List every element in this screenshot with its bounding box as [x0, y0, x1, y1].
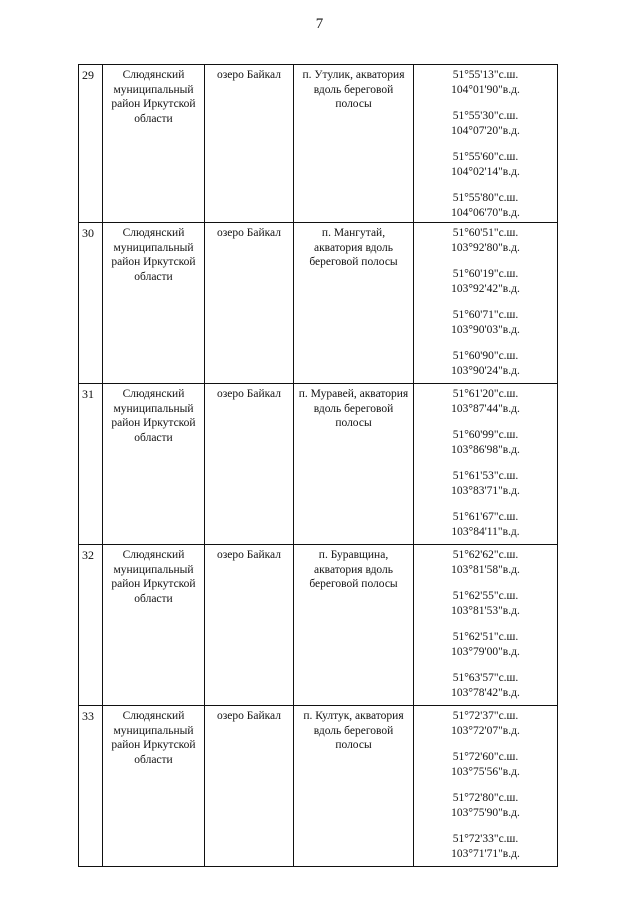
water-body-cell: озеро Байкал [205, 384, 294, 545]
district-cell [103, 706, 205, 867]
coordinate-point [417, 428, 554, 457]
place-line: п. Култук, акватория [303, 710, 404, 722]
latitude: 51°62'51"с.ш. [452, 631, 519, 643]
table-row [79, 384, 558, 545]
coordinate-point [417, 150, 554, 179]
row-number: 32 [79, 545, 103, 706]
coordinate-point [417, 191, 554, 220]
coordinate-point [417, 68, 554, 97]
latitude: 51°72'60"с.ш. [452, 751, 519, 763]
coordinate-point [417, 109, 554, 138]
longitude: 103°75'90"в.д. [451, 806, 520, 819]
place-line: полосы [335, 417, 372, 429]
longitude: 103°92'42"в.д. [451, 282, 520, 295]
place-cell [294, 545, 414, 706]
coordinate-point [417, 387, 554, 416]
district-line: Слюдянский [122, 710, 185, 722]
longitude: 103°79'00"в.д. [451, 645, 520, 658]
district-cell [103, 65, 205, 223]
district-line: муниципальный [113, 241, 194, 254]
longitude: 103°81'53"в.д. [451, 604, 520, 617]
place-line: п. Муравей, акватория [298, 388, 409, 400]
district-cell [103, 384, 205, 545]
district-line: муниципальный [113, 724, 194, 737]
district-line: район Иркутской [111, 98, 196, 110]
row-number: 30 [79, 223, 103, 384]
latitude: 51°62'62"с.ш. [452, 549, 519, 561]
latitude: 51°60'51"с.ш. [452, 227, 519, 239]
coordinates-cell [414, 706, 558, 867]
place-cell [294, 706, 414, 867]
latitude: 51°61'67"с.ш. [452, 511, 519, 523]
coordinates-cell [414, 223, 558, 384]
coordinate-point [417, 510, 554, 539]
place-line: полосы [335, 739, 372, 751]
row-number: 33 [79, 706, 103, 867]
longitude: 103°71'71"в.д. [451, 847, 520, 860]
latitude: 51°72'33"с.ш. [452, 833, 519, 845]
place-cell [294, 223, 414, 384]
latitude: 51°63'57"с.ш. [452, 672, 519, 684]
latitude: 51°60'99"с.ш. [452, 429, 519, 441]
longitude: 103°84'11"в.д. [451, 525, 520, 538]
latitude: 51°55'30"с.ш. [452, 110, 519, 122]
coordinate-point [417, 548, 554, 577]
coordinates-cell [414, 65, 558, 223]
coordinate-point [417, 671, 554, 700]
latitude: 51°61'53"с.ш. [452, 470, 519, 482]
longitude: 104°01'90"в.д. [451, 83, 520, 96]
table-row [79, 706, 558, 867]
water-body-cell: озеро Байкал [205, 706, 294, 867]
district-line: район Иркутской [111, 256, 196, 268]
place-line: п. Утулик, акватория [302, 69, 405, 81]
fishing-areas-table [78, 64, 558, 867]
district-line: район Иркутской [111, 739, 196, 751]
district-line: Слюдянский [122, 388, 185, 400]
district-line: Слюдянский [122, 69, 185, 81]
district-line: муниципальный [113, 563, 194, 576]
longitude: 104°02'14"в.д. [451, 165, 520, 178]
longitude: 103°92'80"в.д. [451, 241, 520, 254]
longitude: 103°72'07"в.д. [451, 724, 520, 737]
latitude: 51°60'90"с.ш. [452, 350, 519, 362]
district-line: район Иркутской [111, 578, 196, 590]
latitude: 51°72'80"с.ш. [452, 792, 519, 804]
district-line: муниципальный [113, 402, 194, 415]
place-line: вдоль береговой [313, 83, 394, 96]
table-body [79, 65, 558, 867]
latitude: 51°61'20"с.ш. [452, 388, 519, 400]
district-line: области [134, 270, 173, 283]
longitude: 103°90'03"в.д. [451, 323, 520, 336]
district-cell [103, 545, 205, 706]
place-line: акватория вдоль [313, 563, 394, 576]
row-number: 29 [79, 65, 103, 223]
coordinate-point [417, 630, 554, 659]
district-line: Слюдянский [122, 227, 185, 239]
place-line: п. Мангутай, [321, 227, 386, 239]
coordinate-point [417, 791, 554, 820]
district-line: области [134, 112, 173, 125]
place-line: п. Буравщина, [318, 549, 389, 561]
district-line: Слюдянский [122, 549, 185, 561]
row-number: 31 [79, 384, 103, 545]
latitude: 51°55'13"с.ш. [452, 69, 519, 81]
coordinate-point [417, 750, 554, 779]
coordinate-point [417, 469, 554, 498]
coordinate-point [417, 589, 554, 618]
longitude: 104°07'20"в.д. [451, 124, 520, 137]
place-line: вдоль береговой [313, 724, 394, 737]
latitude: 51°60'71"с.ш. [452, 309, 519, 321]
district-line: области [134, 592, 173, 605]
coordinates-cell [414, 545, 558, 706]
place-line: береговой полосы [309, 256, 398, 268]
latitude: 51°62'55"с.ш. [452, 590, 519, 602]
coordinate-point [417, 267, 554, 296]
table-row [79, 545, 558, 706]
page-number: 7 [315, 16, 324, 32]
table-row [79, 65, 558, 223]
longitude: 103°83'71"в.д. [451, 484, 520, 497]
water-body-cell: озеро Байкал [205, 223, 294, 384]
place-cell [294, 65, 414, 223]
coordinate-point [417, 226, 554, 255]
district-line: район Иркутской [111, 417, 196, 429]
place-line: береговой полосы [309, 578, 398, 590]
latitude: 51°60'19"с.ш. [452, 268, 519, 280]
district-line: области [134, 753, 173, 766]
district-line: муниципальный [113, 83, 194, 96]
coordinate-point [417, 709, 554, 738]
longitude: 103°81'58"в.д. [451, 563, 520, 576]
longitude: 103°78'42"в.д. [451, 686, 520, 699]
latitude: 51°55'60"с.ш. [452, 151, 519, 163]
latitude: 51°55'80"с.ш. [452, 192, 519, 204]
place-line: акватория вдоль [313, 241, 394, 254]
place-cell [294, 384, 414, 545]
coordinate-point [417, 832, 554, 861]
longitude: 104°06'70"в.д. [451, 206, 520, 219]
district-line: области [134, 431, 173, 444]
district-cell [103, 223, 205, 384]
coordinate-point [417, 349, 554, 378]
longitude: 103°86'98"в.д. [451, 443, 520, 456]
longitude: 103°75'56"в.д. [451, 765, 520, 778]
place-line: вдоль береговой [313, 402, 394, 415]
water-body-cell: озеро Байкал [205, 545, 294, 706]
latitude: 51°72'37"с.ш. [452, 710, 519, 722]
table-row [79, 223, 558, 384]
coordinates-cell [414, 384, 558, 545]
longitude: 103°90'24"в.д. [451, 364, 520, 377]
coordinate-point [417, 308, 554, 337]
water-body-cell: озеро Байкал [205, 65, 294, 223]
longitude: 103°87'44"в.д. [451, 402, 520, 415]
place-line: полосы [335, 98, 372, 110]
